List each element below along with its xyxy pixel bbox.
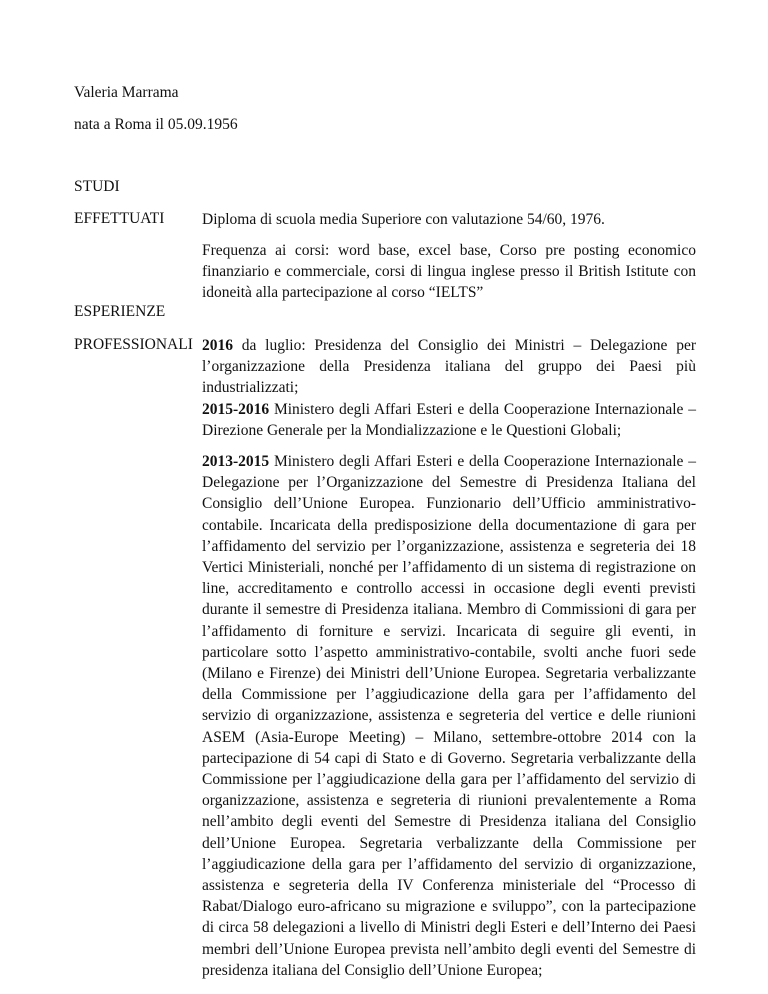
section-label-esperienze: ESPERIENZE: [74, 303, 166, 320]
section-label-professionali: PROFESSIONALI: [74, 336, 193, 353]
experience-year: 2013-2015: [202, 453, 270, 470]
experience-entry: [202, 451, 696, 981]
studi-block: [202, 209, 696, 230]
studi-item: Diploma di scuola media Superiore con valutazione 54/60, 1976.: [202, 211, 605, 228]
experience-entry: [202, 335, 696, 399]
experience-text: Ministero degli Affari Esteri e della Cooperazione Internazionale – Delegazione per l’Organizzazione del Semestre di Presidenza Italiana del Consiglio dell’Unione Europea. Funzionario dell’Ufficio amministrativo-contabile. Incaricata della predisposizione della documentazione di gara per l’affidamento del servizio per l’organizzazione, assistenza e segreteria dei 18 Vertici Ministeriali, nonché per l’affidamento di un sistema di registrazione on line, accreditamento e controllo accessi in occasione degli eventi previsti durante il semestre di Presidenza italiana. Membro di Commissioni di gara per l’affidamento di forniture e servizi. Incaricata di seguire gli eventi, in particolare sotto l’aspetto amministrativo-contabile, svolti anche fuori sede (Milano e Firenze) dei Ministri dell’Unione Europea. Segretaria verbalizzante della Commissione per l’aggiudicazione della gara per l’affidamento del servizio di organizzazione, assistenza e segreteria del vertice e delle riunioni ASEM (Asia-Europe Meeting) – Milano, settembre-ottobre 2014 con la partecipazione di 54 capi di Stato e di Governo. Segretaria verbalizzante della Commissione per l’aggiudicazione della gara per l’affidamento del servizio di organizzazione, assistenza e segreteria di riunioni prevalentemente a Roma nell’ambito degli eventi del Semestre di Presidenza italiana del Consiglio dell’Unione Europea. Segretaria verbalizzante della Commissione per l’aggiudicazione della gara per l’affidamento del servizio di organizzazione, assistenza e segreteria della IV Conferenza ministeriale del “Processo di Rabat/Dialogo euro-africano su migrazione e sviluppo”, con la partecipazione di circa 58 delegazioni a livello di Ministri degli Esteri e dell’Interno dei Paesi membri dell’Unione Europea prevista nell’ambito degli eventi del Semestre di presidenza italiana del Consiglio dell’Unione Europea;: [202, 453, 696, 979]
experience-year: 2015-2016: [202, 401, 270, 418]
studi-block-2: [202, 240, 696, 304]
experience-text: Ministero degli Affari Esteri e della Cooperazione Internazionale – Direzione Generale per la Mondializzazione e le Questioni Globali;: [202, 401, 696, 440]
person-name: Valeria Marrama: [74, 84, 179, 101]
birth-info: nata a Roma il 05.09.1956: [74, 116, 238, 133]
experience-year: 2016: [202, 337, 233, 354]
section-label-studi: STUDI: [74, 178, 120, 195]
experience-entry: [202, 399, 696, 441]
studi-item: Frequenza ai corsi: word base, excel base, Corso pre posting economico finanziario e commerciale, corsi di lingua inglese presso il British Istitute con idoneità alla partecipazione al corso “IELTS”: [202, 242, 696, 302]
section-label-effettuati: EFFETTUATI: [74, 210, 165, 227]
experience-text: da luglio: Presidenza del Consiglio dei Ministri – Delegazione per l’organizzazione della Presidenza italiana del gruppo dei Paesi più industrializzati;: [202, 337, 696, 397]
